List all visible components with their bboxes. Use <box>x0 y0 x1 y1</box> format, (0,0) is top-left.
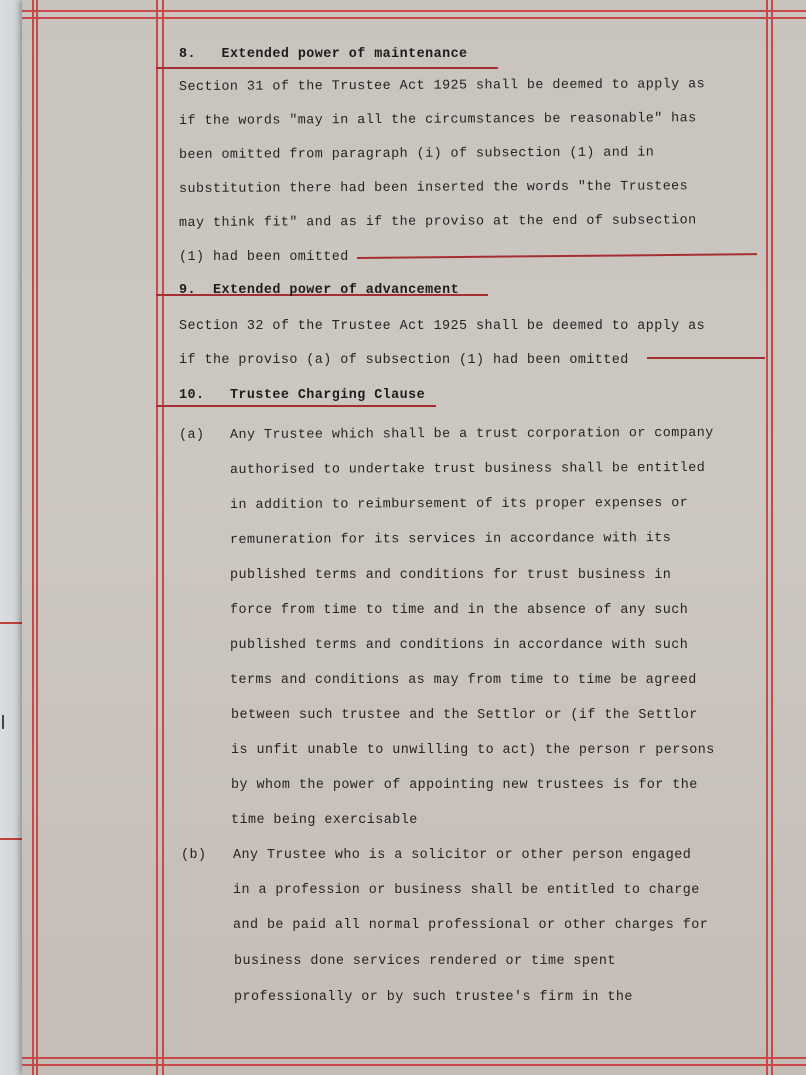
margin-line-gutter-outer <box>156 0 158 1075</box>
section-8-line-4: substitution there had been inserted the words "the Trustees <box>178 179 689 197</box>
underlying-margin-mark <box>0 622 22 624</box>
clause-b-line-5: professionally or by such trustee's firm in the <box>234 990 633 1005</box>
clause-a-line-2: authorised to undertake trust business shall be entitled <box>229 460 706 478</box>
section-8-heading-rule <box>156 67 498 69</box>
underlying-margin-mark <box>0 838 22 840</box>
clause-b-line-3: and be paid all normal professional or other charges for <box>233 918 709 933</box>
clause-a-line-1: Any Trustee which shall be a trust corporation or company <box>229 425 714 443</box>
margin-line-top-outer <box>22 10 806 12</box>
clause-a-line-9: between such trustee and the Settlor or (if the Settlor <box>231 708 698 723</box>
clause-a-line-7: published terms and conditions in accordance with such <box>230 638 689 653</box>
margin-line-gutter-inner <box>162 0 164 1075</box>
section-9-line-1: Section 32 of the Trustee Act 1925 shall be deemed to apply as <box>179 319 706 334</box>
clause-a-line-8: terms and conditions as may from time to time be agreed <box>230 673 697 688</box>
section-8-line-3: been omitted from paragraph (i) of subsection (1) and in <box>178 145 655 163</box>
section-8-line-1: Section 31 of the Trustee Act 1925 shall be deemed to apply as <box>178 77 706 95</box>
section-8-end-rule <box>357 253 757 259</box>
document-page <box>22 0 806 1075</box>
clause-a-line-10: is unfit unable to unwilling to act) the person r persons <box>231 743 715 758</box>
margin-line-right-inner <box>771 0 773 1075</box>
clause-a-line-3: in addition to reimbursement of its proper expenses or <box>229 496 689 513</box>
margin-line-top-inner <box>22 17 806 19</box>
margin-line-bottom-outer <box>22 1057 806 1059</box>
clause-b-line-2: in a profession or business shall be entitled to charge <box>233 883 700 898</box>
section-9-line-2: if the proviso (a) of subsection (1) had been omitted <box>179 353 629 368</box>
margin-line-left-outer <box>32 0 34 1075</box>
section-9-end-rule <box>647 357 765 359</box>
section-8-heading: 8. Extended power of maintenance <box>179 47 468 62</box>
clause-a-line-12: time being exercisable <box>231 813 418 828</box>
underlying-text-fragment <box>2 715 4 729</box>
margin-line-right-outer <box>766 0 768 1075</box>
clause-a-line-6: force from time to time and in the absence of any such <box>230 603 689 618</box>
clause-a-line-11: by whom the power of appointing new trustees is for the <box>231 778 698 793</box>
section-8-line-2: if the words "may in all the circumstances be reasonable" has <box>178 111 697 129</box>
clause-b-line-1: Any Trustee who is a solicitor or other person engaged <box>233 848 692 863</box>
section-8-line-6: (1) had been omitted <box>179 250 349 265</box>
section-10-heading: 10. Trustee Charging Clause <box>179 388 426 403</box>
margin-line-left-inner <box>36 0 38 1075</box>
section-10-heading-rule <box>156 405 436 407</box>
section-9-heading: 9. Extended power of advancement <box>179 283 460 298</box>
clause-b-label: (b) <box>181 848 207 863</box>
margin-line-bottom-inner <box>22 1064 806 1066</box>
clause-b-line-4: business done services rendered or time spent <box>234 954 616 969</box>
clause-a-line-4: remuneration for its services in accordance with its <box>229 531 672 548</box>
clause-a-label: (a) <box>179 428 205 443</box>
section-8-line-5: may think fit" and as if the proviso at the end of subsection <box>178 213 697 231</box>
clause-a-line-5: published terms and conditions for trust business in <box>230 568 672 583</box>
